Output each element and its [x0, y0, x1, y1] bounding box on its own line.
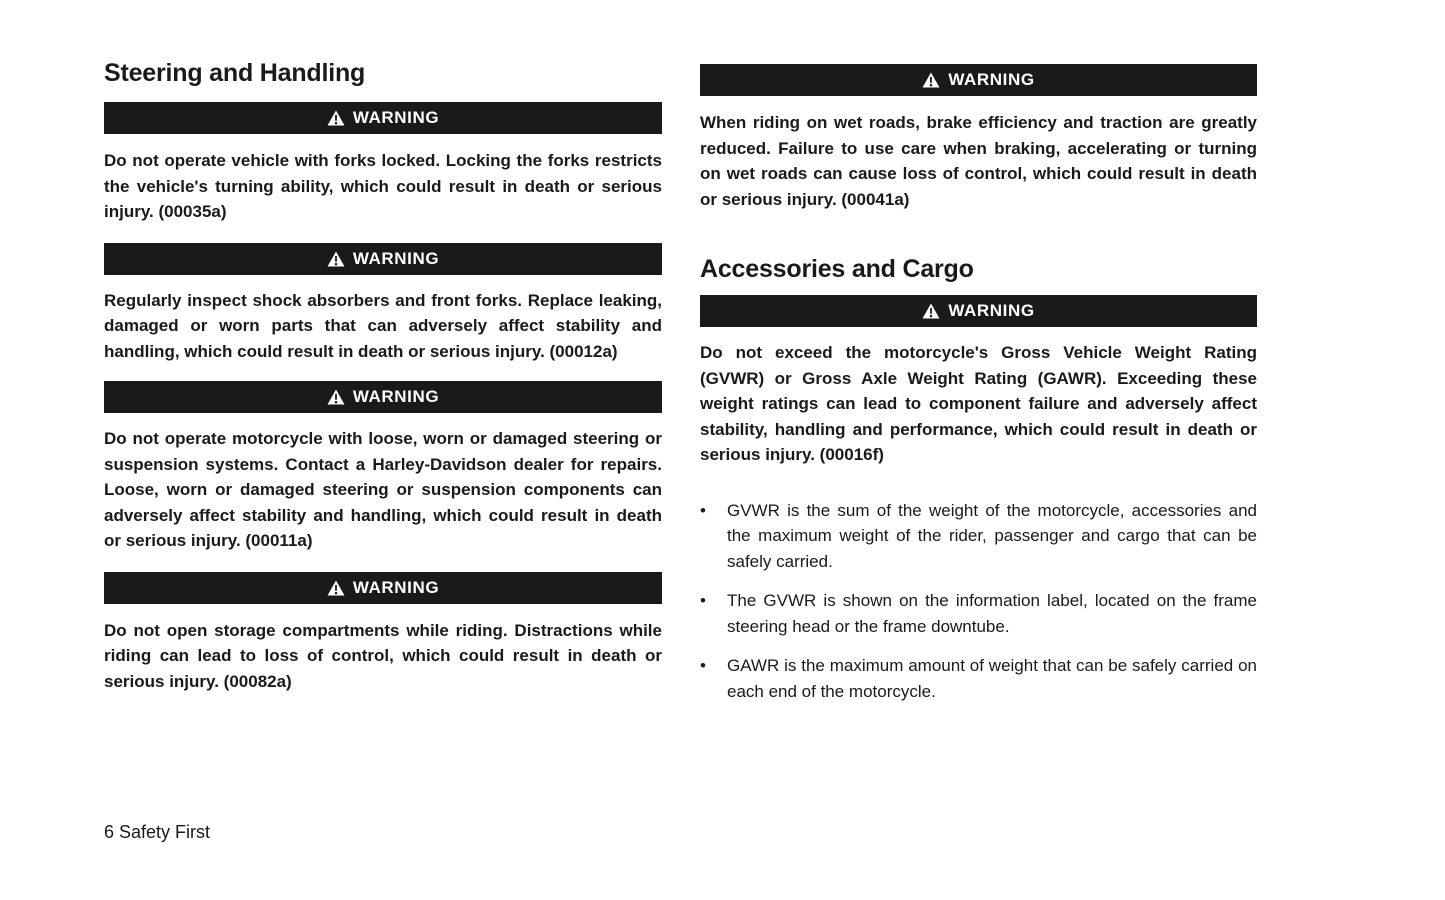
list-item-text: GAWR is the maximum amount of weight that can be safely carried on each end of the motorcycle.	[727, 656, 1257, 701]
warning-paragraph: Regularly inspect shock absorbers and front forks. Replace leaking, damaged or worn parts that can adversely affect stability and handling, which could result in death or serious injury. (00012a)	[104, 290, 662, 361]
list-item	[700, 588, 1257, 639]
warning-bar	[700, 295, 1257, 327]
page-footer: 6 Safety First	[104, 822, 211, 842]
left-column	[104, 58, 662, 694]
warning-bar	[104, 572, 662, 604]
warning-paragraph: Do not exceed the motorcycle's Gross Vehicle Weight Rating (GVWR) or Gross Axle Weight Rating (GAWR). Exceeding these weight ratings can lead to component failure and adversely affect stability, handling and performance, which could result in death or serious injury. (00016f)	[700, 343, 1257, 464]
bullet-marker: •	[700, 656, 706, 675]
warning-bar	[104, 243, 662, 275]
section-heading-steering: Steering and Handling	[104, 59, 366, 87]
warning-triangle-icon	[327, 110, 345, 126]
bullet-marker: •	[700, 500, 706, 520]
warning-paragraph: Do not operate vehicle with forks locked. Locking the forks restricts the vehicle's turning ability, which could result in death or serious injury. (00035a)	[104, 151, 662, 221]
warning-triangle-icon	[327, 389, 345, 405]
list-item	[700, 498, 1257, 575]
warning-paragraph: Do not operate motorcycle with loose, worn or damaged steering or suspension systems. Contact a Harley-Davidson dealer for repairs. Loose, worn or damaged steering or suspension components can adversely affect stability and handling, which could result in death or serious injury. (00011a)	[104, 429, 662, 550]
list-item-text: The GVWR is shown on the information label, located on the frame steering head or the frame downtube.	[727, 591, 1257, 636]
list-item-text: GVWR is the sum of the weight of the motorcycle, accessories and the maximum weight of the rider, passenger and cargo that can be safely carried.	[727, 500, 1257, 571]
warning-triangle-icon	[922, 72, 940, 88]
warning-bar	[104, 102, 662, 134]
warning-bar-label: WARNING	[352, 577, 440, 597]
warning-bar-label: WARNING	[948, 301, 1035, 320]
warning-paragraph: When riding on wet roads, brake efficiency and traction are greatly reduced. Failure to use care when braking, accelerating or turning on wet roads can cause loss of control, which could result in death or serious injury. (00041a)	[700, 113, 1257, 209]
warning-triangle-icon	[922, 303, 940, 319]
warning-bar-label: WARNING	[352, 108, 440, 127]
warning-paragraph: Do not open storage compartments while riding. Distractions while riding can lead to loss of control, which could result in death or serious injury. (00082a)	[104, 620, 662, 691]
list-item	[700, 653, 1257, 704]
bullet-list	[700, 498, 1257, 705]
bullet-marker: •	[700, 591, 706, 610]
warning-bar	[104, 381, 662, 413]
warning-triangle-icon	[327, 580, 345, 596]
right-column	[700, 64, 1257, 718]
warning-bar-label: WARNING	[352, 248, 440, 268]
warning-bar-label: WARNING	[352, 387, 440, 406]
warning-bar-label: WARNING	[948, 70, 1035, 89]
section-heading-accessories: Accessories and Cargo	[700, 255, 974, 283]
warning-bar	[700, 64, 1257, 96]
warning-triangle-icon	[327, 251, 345, 267]
